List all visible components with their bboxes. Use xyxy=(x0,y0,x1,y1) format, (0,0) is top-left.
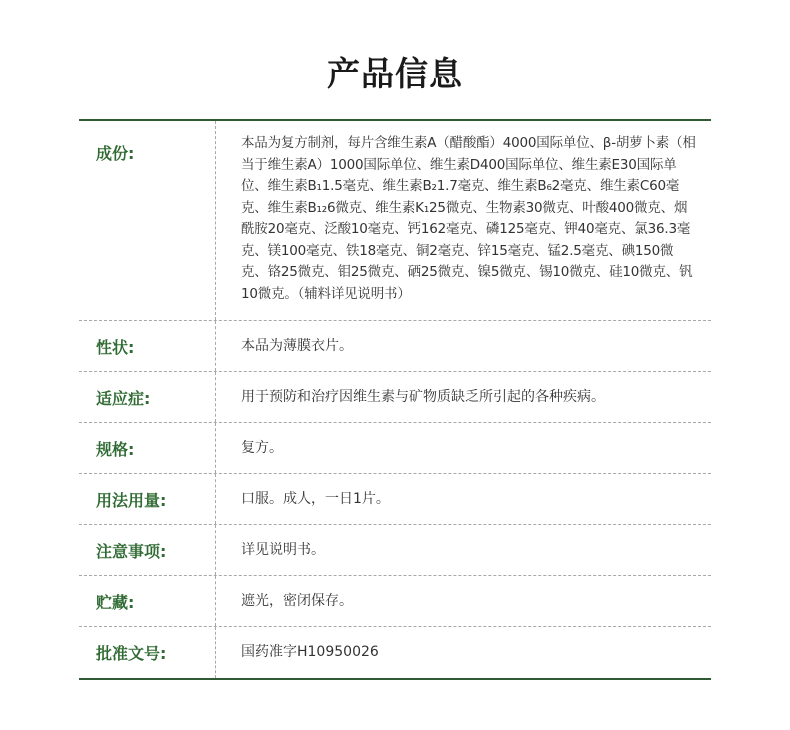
row-label: 用法用量: xyxy=(79,474,216,524)
row-label: 性状: xyxy=(79,321,216,371)
page-title: 产品信息 xyxy=(327,54,463,93)
row-label: 贮藏: xyxy=(79,576,216,626)
row-value: 遮光，密闭保存。 xyxy=(241,592,353,609)
row-value: 国药准字H10950026 xyxy=(241,644,379,660)
table-row-ingredients xyxy=(79,121,711,321)
table-row-dosage xyxy=(79,474,711,525)
table-row-specification xyxy=(79,423,711,474)
product-info-table xyxy=(79,119,711,680)
row-value: 复方。 xyxy=(241,439,283,456)
row-label: 成份: xyxy=(79,121,216,320)
table-row-approval-number xyxy=(79,627,711,678)
row-value: 用于预防和治疗因维生素与矿物质缺乏所引起的各种疾病。 xyxy=(241,388,605,405)
row-value: 本品为薄膜衣片。 xyxy=(241,337,353,354)
row-label: 注意事项: xyxy=(79,525,216,575)
row-label: 适应症: xyxy=(79,372,216,422)
table-row-storage xyxy=(79,576,711,627)
row-value: 口服。成人，一日1片。 xyxy=(241,490,390,507)
row-value: 本品为复方制剂，每片含维生素A（醋酸酯）4000国际单位、β-胡萝卜素（相当于维生素A）1000国际单位、维生素D400国际单位、维生素E30国际单位、维生素B₁1.5毫克、维生素B₂1.7毫克、维生素B₆2毫克、维生素C60毫克、维生素B₁₂6微克、维生素K₁25微克、生物素30微克、叶酸400微克、烟酰胺20毫克、泛酸10毫克、钙162毫克、磷125毫克、钾40毫克、氯36.3毫克、镁100毫克、铁18毫克、铜2毫克、锌15毫克、锰2.5毫克、碘150微克、铬25微克、钼25微克、硒25微克、镍5微克、锡10微克、硅10微克、钒10微克。（辅料详见说明书） xyxy=(241,135,696,302)
table-row-appearance xyxy=(79,321,711,372)
row-value: 详见说明书。 xyxy=(241,541,325,558)
table-row-indications xyxy=(79,372,711,423)
row-label: 批准文号: xyxy=(79,627,216,678)
row-label: 规格: xyxy=(79,423,216,473)
table-row-precautions xyxy=(79,525,711,576)
